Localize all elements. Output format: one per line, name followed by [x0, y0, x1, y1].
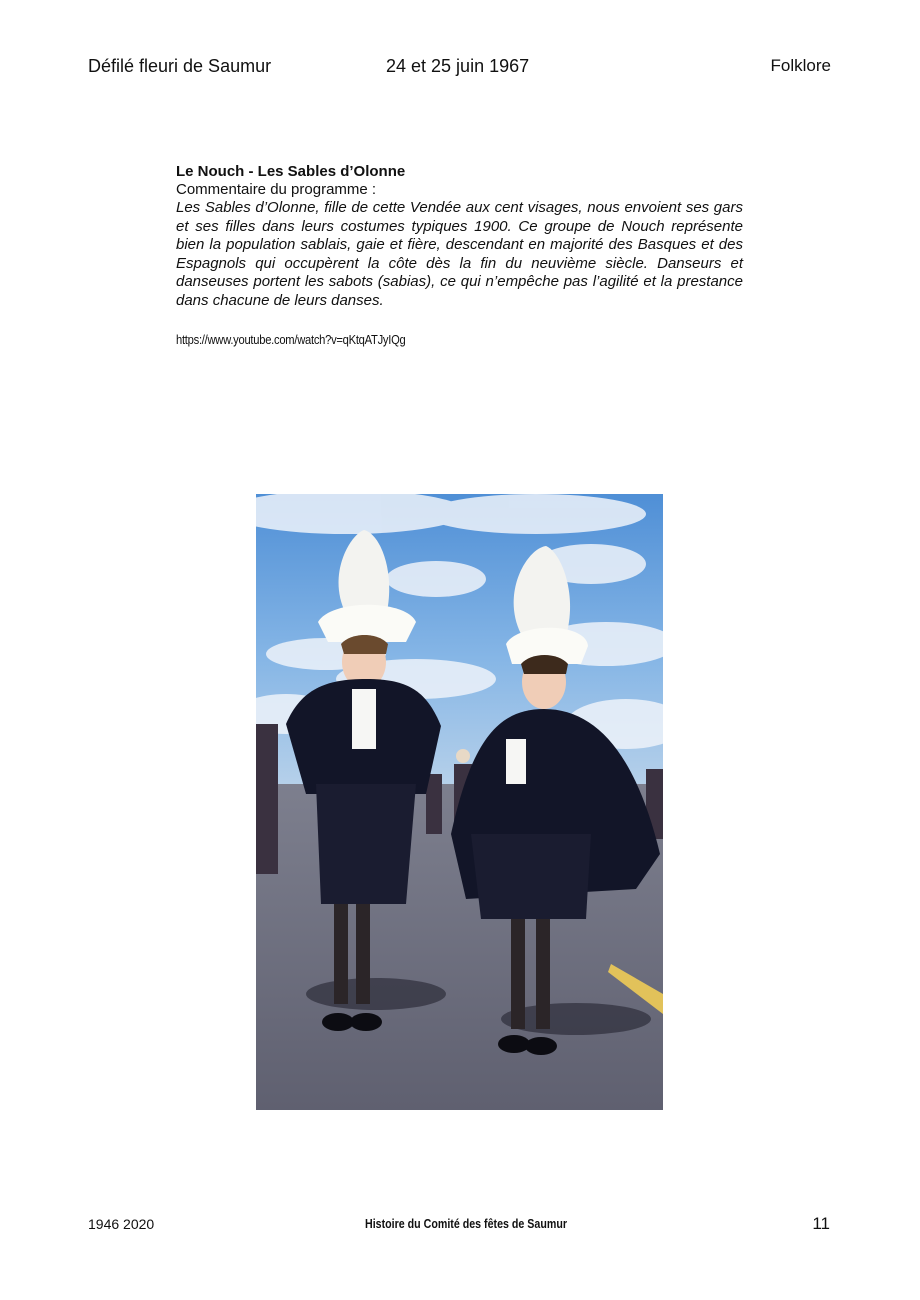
- header-section: Folklore: [770, 56, 831, 75]
- article-body: Les Sables d’Olonne, fille de cette Vendée aux cent visages, nous envoient ses gars et ses filles dans leurs costumes typiques 1900. Ce groupe de Nouch représente bien la population sablais, gaie et fière, descendant en majorité des Basques et des Espagnols qui occupèrent la côte dès la fin du neuvième siècle. Danseurs et danseuses portent les sabots (sabias), ce qui n’empêche pas l’agilité et la prestance dans chacune de leurs danses.: [176, 199, 743, 309]
- footer-title: Histoire du Comité des fêtes de Saumur: [365, 1216, 568, 1231]
- costume-photo: [256, 494, 663, 1110]
- footer-years: 1946 2020: [88, 1216, 155, 1232]
- page-number: 11: [812, 1214, 830, 1233]
- header-date: 24 et 25 juin 1967: [386, 56, 530, 76]
- youtube-link[interactable]: https://www.youtube.com/watch?v=qKtqATJyIQg: [176, 332, 406, 347]
- article-title: Le Nouch - Les Sables d’Olonne: [176, 163, 406, 180]
- article: [176, 163, 743, 347]
- header-title: Défilé fleuri de Saumur: [88, 56, 272, 76]
- article-intro: Commentaire du programme :: [176, 181, 377, 198]
